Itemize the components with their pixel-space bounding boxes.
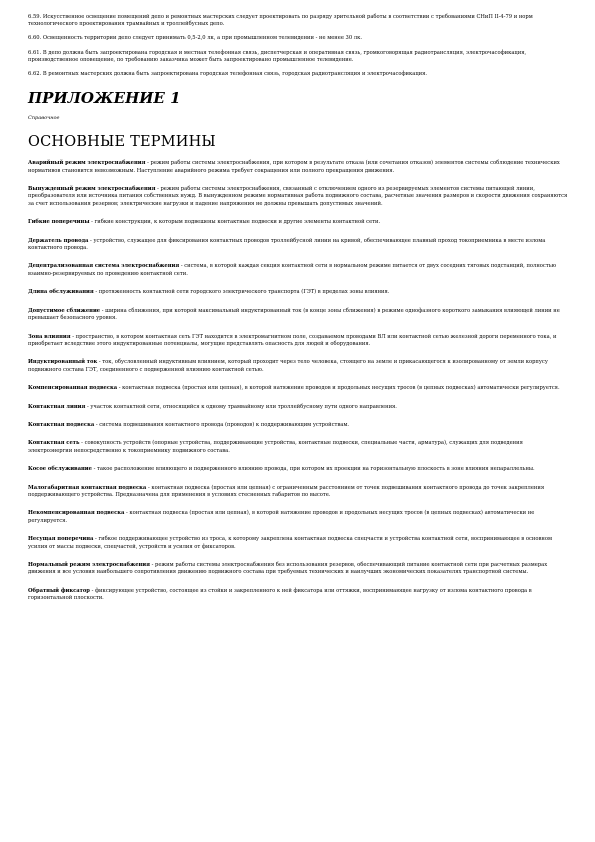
term-definition (28, 359, 568, 374)
term-definition (28, 160, 568, 175)
term-definition (28, 238, 568, 253)
term-name: Обратный фиксатор (28, 587, 90, 594)
term-name: Нормальный режим электроснабжения (28, 562, 150, 568)
term-text: - пространство, в котором контактная сеть ГЭТ находится в электромагнитном поле, создаваемом проводами ВЛ или контактной сетью железной дороги переменного тока, и приобретает вследствие этого индуктированные потенциалы, могущие представлять опасность для людей и оборудования. (28, 333, 557, 347)
term-name: Несущая поперечина (28, 536, 94, 543)
term-text: - гибкие конструкции, к которым подвешены контактные подвески и другие элементы контактной сети. (89, 219, 381, 226)
clause-6-60: 6.60. Освещенность территории депо следует принимать 0,5-2,0 лк, а при промышленном телевидении - не менее 30 лк. (28, 35, 362, 42)
term-name: Держатель провода (28, 237, 89, 244)
term-definition (28, 588, 568, 603)
term-definition (28, 334, 568, 349)
term-text: - режим работы системы электроснабжения без использования резервов, обеспечивающий питание контактной сети при расчетных размерах движения и все условия наибольшего сопротивления движению подвижного состава при требуемых технических и наилучших экономических показателях транспортной системы. (28, 562, 548, 576)
term-name: Косое обслуживание (28, 466, 92, 473)
term-name: Гибкие поперечины (28, 219, 90, 226)
document-page (28, 14, 568, 614)
term-text: - ток, обусловленный индуктивным влиянием, который проходит через тело человека, стоящего на земле и прикасающегося к изолированному от земли корпусу подвижного состава ГЭТ, соединенного с подверженной влиянию контактной сетью. (28, 359, 548, 373)
term-name: Аварийный режим электроснабжения (28, 160, 146, 167)
clause-6-61: 6.61. В депо должна быть запроектирована городская и местная телефонная связь, диспетчерская и оперативная связь, громкоговорящая радиотрансляция, электрочасофикация, производственное оповещение, по требованию заказчика может быть запроектировано промышленное телевидение. (28, 49, 527, 63)
term-text: - совокупность устройств (опорные устройства, поддерживающие устройства, контактные подвески, специальные части, арматура), служащих для подведения электроэнергии непосредственно к токоприемнику подвижного состава. (28, 440, 523, 454)
term-name: Контактная линия (28, 403, 86, 410)
term-definition (28, 510, 568, 525)
term-definition (28, 263, 568, 278)
term-name: Децентрализованная система электроснабжения (28, 263, 180, 270)
term-definition (28, 562, 568, 577)
clause-6-62: 6.62. В ремонтных мастерских должна быть запроектирована городская телефонная связь, городская радиотрансляция и электрочасофикация. (28, 71, 428, 78)
term-text: - фиксирующее устройство, состоящее из стойки и закрепленного к ней фиксатора или оттяжки, воспринимающее нагрузку от излома контактного провода в горизонтальной плоскости. (28, 587, 532, 602)
term-definition (28, 308, 568, 323)
term-definition (28, 289, 568, 296)
term-definition (28, 440, 568, 455)
term-text: - система подвешивания контактного провода (проводов) к поддерживающим устройствам. (94, 421, 350, 428)
term-text: - контактная подвеска (простая или цепная), в которой натяжение проводов и продольных несущих тросов (в цепных подвесках) автоматически не регулируется. (28, 510, 535, 524)
term-name: Длина обслуживания (28, 289, 94, 296)
clause-6-59: 6.59. Искусственное освещение помещений депо и ремонтных мастерских следует проектировать по разряду зрительной работы в соответствии с требованиями СНиП II-4-79 и норм технологического проектирования трамвайных и троллейбусных депо. (28, 14, 533, 28)
term-name: Индуктированный ток (28, 359, 98, 366)
term-name: Малогабаритная контактная подвеска (28, 484, 147, 491)
term-name: Вынужденный режим электроснабжения (28, 186, 156, 193)
term-text: - ширина сближения, при которой максимальный индуктированный ток (в конце зоны сближения) в режиме однофазного короткого замыкания влияющей линии не превышает безопасного уровня. (28, 307, 560, 322)
term-definition (28, 385, 568, 392)
section-heading: ОСНОВНЫЕ ТЕРМИНЫ (28, 134, 216, 151)
term-definition (28, 404, 568, 411)
term-name: Компенсированная подвеска (28, 385, 118, 392)
term-definition (28, 466, 568, 473)
appendix-title: ПРИЛОЖЕНИЕ 1 (28, 89, 181, 108)
term-name: Контактная подвеска (28, 421, 95, 428)
term-text: - контактная подвеска (простая или цепная), в которой натяжение проводов и продольных несущих тросов (в цепных подвесках) автоматически регулируется. (117, 385, 560, 392)
term-name: Некомпенсированная подвеска (28, 510, 125, 517)
term-definition (28, 186, 568, 208)
term-text: - режим работы системы электроснабжения, при котором в результате отказа (или сочетания отказов) элементов системы соблюдение технических нормативов становится невозможным. Наступление аварийного режима требует сокращения или полного прекращения движения. (28, 160, 560, 174)
term-text: - устройство, служащее для фиксирования контактных проводов троллейбусной линии на кривой, обеспечивающее плавный проход токоприемника в месте излома контактного провода. (28, 237, 546, 252)
term-text: - система, в которой каждая секция контактной сети в нормальном режиме питается от двух соседних тяговых подстанций, полностью взаимно-резервируемых по проведению контактной сети. (28, 263, 557, 277)
term-name: Контактная сеть (28, 440, 80, 447)
term-text: - протяженность контактной сети городского электрического транспорта (ГЭТ) в пределах зоны влияния. (93, 289, 390, 296)
term-definition (28, 422, 568, 429)
term-text: - гибкое поддерживающее устройство из троса, к которому закреплена контактная подвеска спецчасти и устройства контактной сети, воспринимающее в основном усилия от массы подвески, спецчастей, устройств и усилия от фиксаторов. (28, 536, 553, 550)
term-definition (28, 219, 568, 226)
term-text: - такое расположение влияющего и подверженного влиянию провода, при котором их проекции на горизонтальную плоскость в зоне влияния непараллельны. (91, 466, 535, 473)
term-name: Допустимое сближение (28, 307, 101, 314)
terms-list (28, 160, 568, 602)
appendix-status: Справочное (28, 115, 60, 122)
term-definition (28, 485, 568, 500)
term-name: Зона влияния (28, 333, 71, 340)
term-text: - контактная подвеска (простая или цепная) с ограниченным расстоянием от точек подвешивания контактного провода до точек закрепления поддерживающего устройства. Предназначена для применения в условиях стесненных габаритов по высоте. (28, 484, 545, 498)
term-text: - режим работы системы электроснабжения, связанный с отключением одного из резервируемых элементов системы питающей линии, преобразователя или источника питания собственных нужд. В вынужденном режиме нормативная работа подвижного состава, расчетные значения размеров и скорости движения сохраняются за счет использования резервов; электрические нагрузки и падение напряжения не должны превышать допустимых значений. (28, 186, 568, 207)
term-definition (28, 536, 568, 551)
term-text: - участок контактной сети, относящийся к одному трамвайному или троллейбусному пути одного направления. (85, 403, 397, 410)
